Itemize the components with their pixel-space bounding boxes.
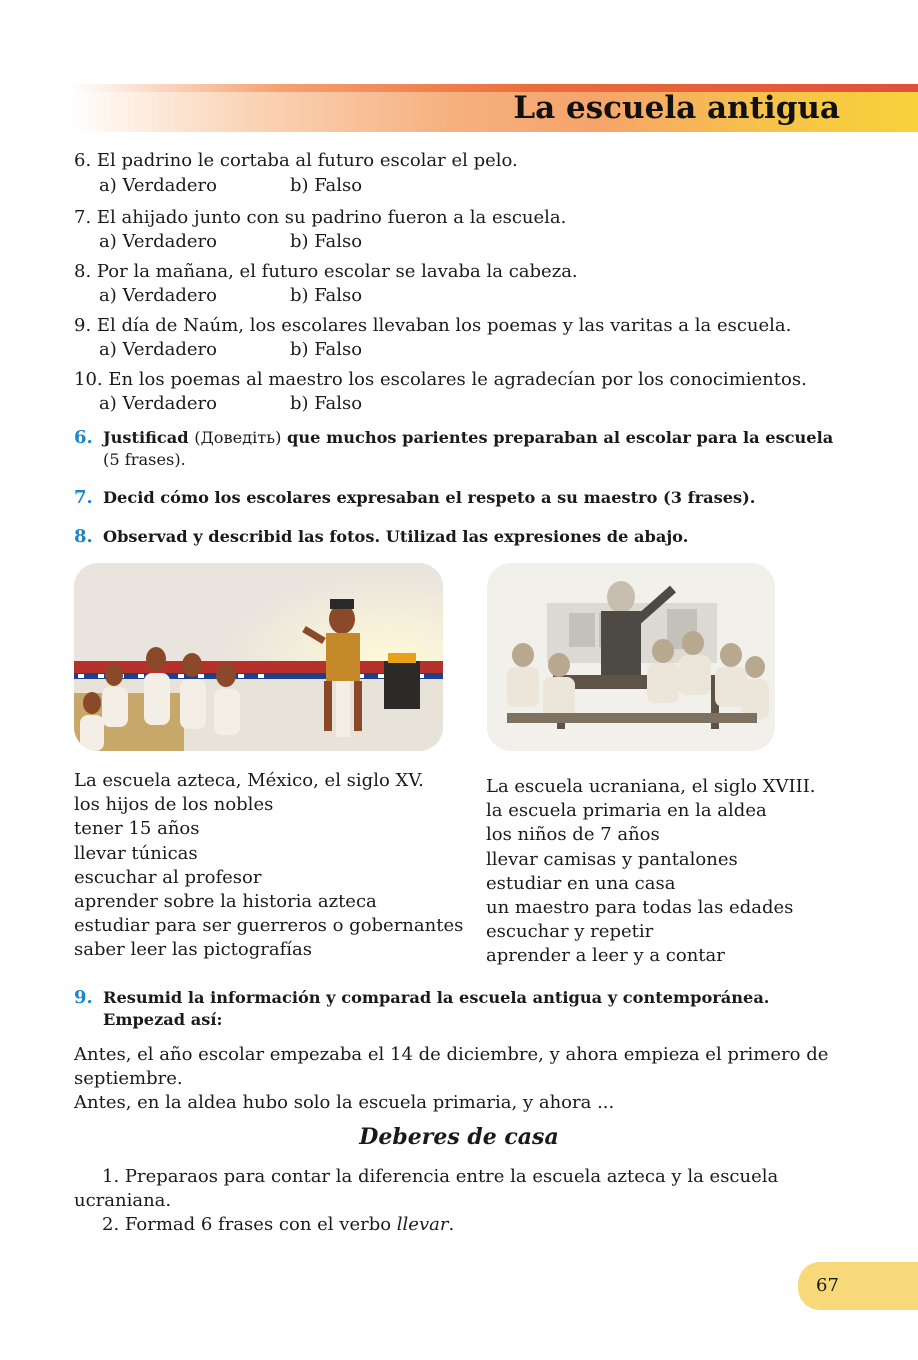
- task-8: [74, 526, 844, 548]
- example-paragraph-1: Antes, el año escolar empezaba el 14 de diciembre, y ahora empieza el primero de septiembre.: [74, 1044, 829, 1089]
- list-item: escuchar al profesor: [74, 866, 262, 888]
- question-10: 10. En los poemas al maestro los escolares le agradecían por los conocimientos.: [74, 369, 807, 390]
- task-8-text: Observad y describid las fotos. Utilizad las expresiones de abajo.: [103, 527, 689, 546]
- question-9: 9. El día de Naúm, los escolares llevaban los poemas y las varitas a la escuela.: [74, 315, 792, 336]
- question-10-option-a: a) Verdadero: [99, 393, 217, 414]
- homework-item-2: [74, 1213, 842, 1237]
- question-7-option-b: b) Falso: [290, 231, 363, 252]
- task-6-verb: Justificad: [103, 428, 189, 447]
- list-item: estudiar en una casa: [486, 872, 676, 894]
- list-item: los hijos de los nobles: [74, 794, 274, 816]
- list-item: escuchar y repetir: [486, 921, 654, 943]
- list-item: saber leer las pictografías: [74, 939, 312, 961]
- list-item: llevar camisas y pantalones: [486, 848, 738, 870]
- list-item: aprender a leer y a contar: [486, 945, 725, 967]
- homework-item-2-suffix: .: [448, 1214, 455, 1235]
- homework-item-2-prefix: 2. Formad 6 frases con el verbo: [102, 1214, 397, 1235]
- list-item: La escuela ucraniana, el siglo XVIII.: [486, 776, 816, 797]
- task-6-number: 6.: [74, 427, 93, 448]
- list-item: estudiar para ser guerreros o gobernantes: [74, 915, 464, 937]
- question-8-option-a: a) Verdadero: [99, 285, 217, 306]
- task-6-translation: (Доведіть): [194, 428, 282, 447]
- task-6-count: (5 frases).: [103, 450, 186, 469]
- list-item: los niños de 7 años: [486, 824, 660, 846]
- question-6-option-b: b) Falso: [290, 175, 363, 196]
- task-7-number: 7.: [74, 487, 93, 508]
- ukrainian-school-illustration: [487, 563, 775, 751]
- question-6-option-a: a) Verdadero: [99, 175, 217, 196]
- list-item: la escuela primaria en la aldea: [486, 800, 767, 822]
- example-paragraph-2: Antes, en la aldea hubo solo la escuela primaria, y ahora ...: [74, 1092, 615, 1113]
- homework-item-1: 1. Preparaos para contar la diferencia entre la escuela azteca y la escuela ucraniana.: [74, 1166, 779, 1211]
- task-7-text: Decid cómo los escolares expresaban el respeto a su maestro (3 frases).: [103, 488, 756, 507]
- question-9-option-b: b) Falso: [290, 339, 363, 360]
- question-9-option-a: a) Verdadero: [99, 339, 217, 360]
- list-item: un maestro para todas las edades: [486, 896, 794, 918]
- task-7: [74, 487, 844, 509]
- question-7: 7. El ahijado junto con su padrino fueron a la escuela.: [74, 207, 567, 228]
- aztec-expressions-list: [74, 769, 463, 963]
- list-item: llevar túnicas: [74, 842, 198, 864]
- homework-item-2-verb: llevar: [396, 1214, 449, 1235]
- task-8-number: 8.: [74, 526, 93, 547]
- question-8-option-b: b) Falso: [290, 285, 363, 306]
- question-8: 8. Por la mañana, el futuro escolar se lavaba la cabeza.: [74, 261, 578, 282]
- page-number-tab: [798, 1262, 918, 1310]
- list-item: La escuela azteca, México, el siglo XV.: [74, 770, 424, 791]
- list-item: aprender sobre la historia azteca: [74, 890, 377, 912]
- task-6-body: que muchos parientes preparaban al escolar para la escuela: [287, 428, 834, 447]
- page-title: La escuela antigua: [513, 90, 840, 126]
- homework-heading: Deberes de casa: [359, 1124, 559, 1150]
- list-item: tener 15 años: [74, 818, 200, 840]
- ukrainian-expressions-list: [486, 775, 816, 969]
- question-6: 6. El padrino le cortaba al futuro escolar el pelo.: [74, 150, 518, 171]
- page-number: 67: [816, 1275, 839, 1296]
- aztec-school-illustration: [74, 563, 443, 751]
- task-9: [74, 987, 844, 1031]
- question-7-option-a: a) Verdadero: [99, 231, 217, 252]
- task-9-text: Resumid la información y comparad la escuela antigua y contemporánea. Empezad así:: [103, 988, 770, 1029]
- question-10-option-b: b) Falso: [290, 393, 363, 414]
- task-6: [74, 427, 844, 471]
- task-9-number: 9.: [74, 987, 93, 1008]
